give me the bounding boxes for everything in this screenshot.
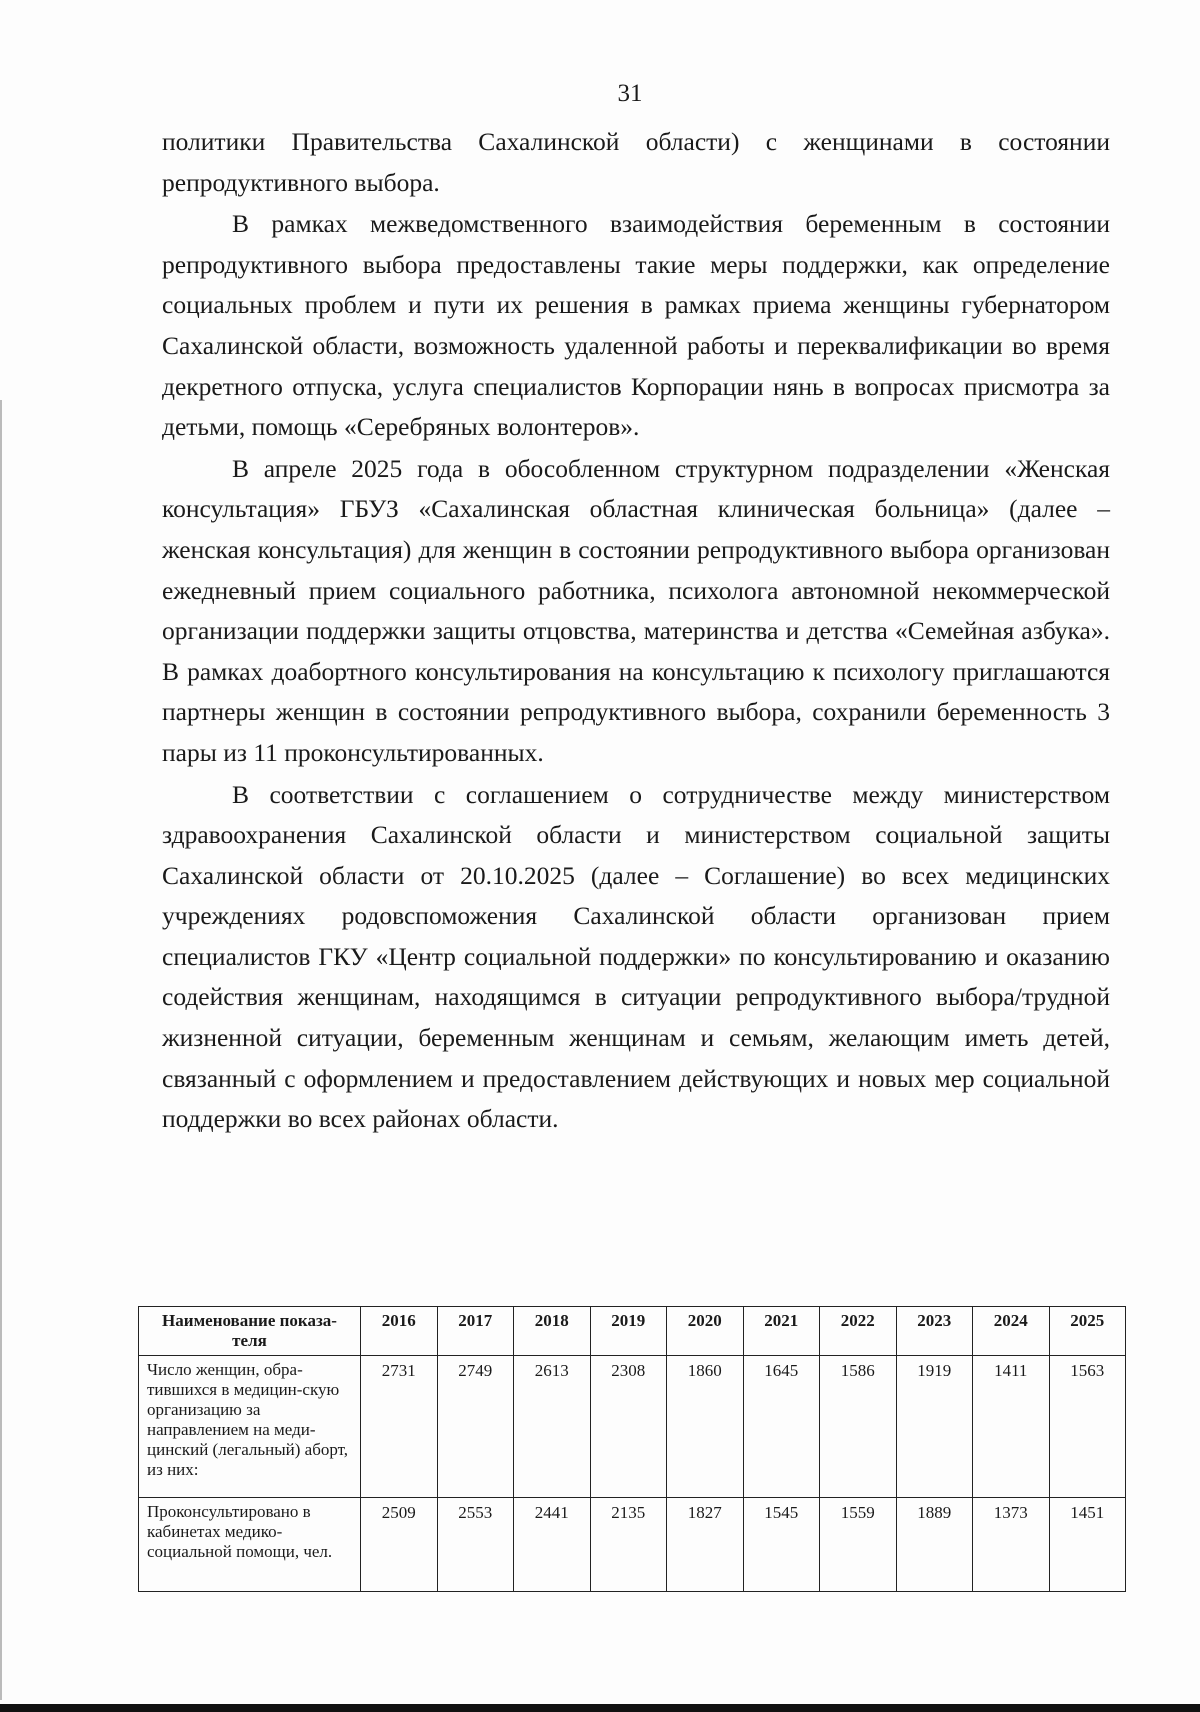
table-header-row [139,1307,1126,1356]
header-year: 2025 [1049,1307,1126,1356]
statistics-table [138,1306,1126,1592]
table-cell: 1860 [667,1356,744,1498]
table-cell: 1451 [1049,1498,1126,1592]
header-year: 2017 [437,1307,514,1356]
table-cell: 1563 [1049,1356,1126,1498]
header-year: 2024 [973,1307,1050,1356]
table-cell: 2509 [361,1498,438,1592]
table-cell: 1411 [973,1356,1050,1498]
table-cell: 1919 [896,1356,973,1498]
row-indicator-name: Число женщин, обра-тившихся в медицин-скую организацию за направлением на меди-цинский (легальный) аборт, из них: [139,1356,361,1498]
table-cell: 1373 [973,1498,1050,1592]
table-row [139,1498,1126,1592]
table-cell: 1889 [896,1498,973,1592]
header-year: 2022 [820,1307,897,1356]
header-year: 2018 [514,1307,591,1356]
paragraph-4: В соответствии с соглашением о сотрудничестве между министерством здравоохранения Сахалинской области и министерством социальной защиты Сахалинской области от 20.10.2025 (далее – Соглашение) во всех медицинских учреждениях родовспоможения Сахалинской области организован прием специалистов ГКУ «Центр социальной поддержки» по консультированию и оказанию содействия женщинам, находящимся в ситуации репродуктивного выбора/трудной жизненной ситуации, беременным женщинам и семьям, желающим иметь детей, связанный с оформлением и предоставлением действующих и новых мер социальной поддержки во всех районах области. [162,779,1110,1134]
table-cell: 2731 [361,1356,438,1498]
paragraph-1: политики Правительства Сахалинской области) с женщинами в состоянии репродуктивного выбора. [162,127,1110,197]
scan-edge [0,400,2,1700]
document-body [162,122,1110,1141]
page-number: 31 [617,80,643,107]
header-year: 2016 [361,1307,438,1356]
table-cell: 2441 [514,1498,591,1592]
table-cell: 1545 [743,1498,820,1592]
table-cell: 2749 [437,1356,514,1498]
paragraph-2: В рамках межведомственного взаимодействия беременным в состоянии репродуктивного выбора предоставлены такие меры поддержки, как определение социальных проблем и пути их решения в рамках приема женщины губернатором Сахалинской области, возможность удаленной работы и переквалификации во время декретного отпуска, услуга специалистов Корпорации нянь в вопросах присмотра за детьми, помощь «Серебряных волонтеров». [162,209,1110,442]
table-cell: 2613 [514,1356,591,1498]
table-cell: 1827 [667,1498,744,1592]
header-year: 2020 [667,1307,744,1356]
paragraph-3: В апреле 2025 года в обособленном структурном подразделении «Женская консультация» ГБУЗ «Сахалинская областная клиническая больница» (далее – женская консультация) для женщин в состоянии репродуктивного выбора организован ежедневный прием социального работника, психолога автономной некоммерческой организации поддержки защиты отцовства, материнства и детства «Семейная азбука». В рамках доабортного консультирования на консультацию к психологу приглашаются партнеры женщин в состоянии репродуктивного выбора, сохранили беременность 3 пары из 11 проконсультированных. [162,453,1110,767]
table-row [139,1356,1126,1498]
table-cell: 1586 [820,1356,897,1498]
table-cell: 2135 [590,1498,667,1592]
header-year: 2021 [743,1307,820,1356]
table-cell: 1645 [743,1356,820,1498]
header-year: 2019 [590,1307,667,1356]
header-year: 2023 [896,1307,973,1356]
scan-bottom-border [0,1704,1200,1712]
table-cell: 2553 [437,1498,514,1592]
table-cell: 2308 [590,1356,667,1498]
header-indicator-name: Наименование показа-теля [139,1307,361,1356]
table-cell: 1559 [820,1498,897,1592]
row-indicator-name: Проконсультировано в кабинетах медико-социальной помощи, чел. [139,1498,361,1592]
